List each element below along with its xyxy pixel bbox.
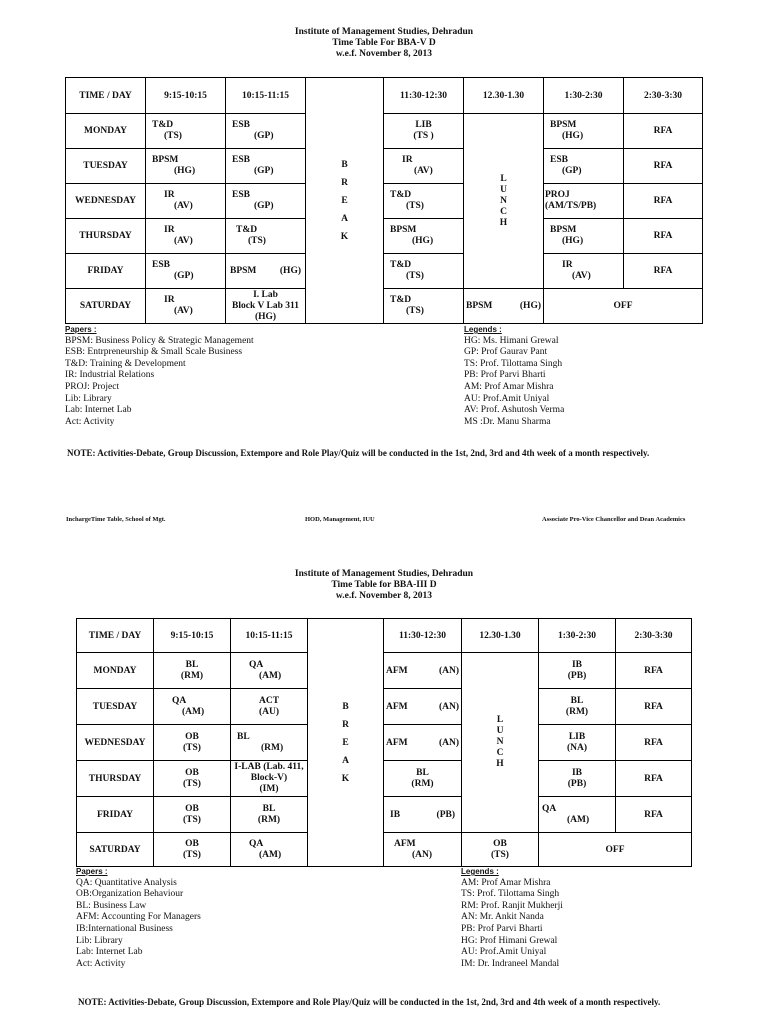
break-column: B R E A K	[308, 619, 384, 867]
signature-dean: Associate Pro-Vice Chancellor and Dean Academics	[542, 516, 686, 523]
class-cell: BL (RM)	[231, 725, 308, 761]
list-item: BPSM: Business Policy & Strategic Management	[65, 335, 254, 346]
list-item: RM: Prof. Ranjit Mukherji	[461, 900, 563, 911]
class-cell: IR (AV)	[146, 219, 226, 254]
class-cell: BPSM (HG)	[544, 219, 624, 254]
table-row	[77, 761, 692, 797]
list-item: QA: Quantitative Analysis	[76, 877, 177, 888]
list-item: OB:Organization Behaviour	[76, 889, 184, 900]
tt2-table	[76, 618, 692, 867]
class-cell: ACT (AU)	[231, 689, 308, 725]
time-day-header: TIME / DAY	[66, 78, 146, 114]
signature-hod: HOD, Management, IUU	[305, 516, 375, 523]
table-row	[77, 653, 692, 689]
class-cell: BL (RM)	[231, 797, 308, 833]
class-cell: BPSM (HG)	[146, 149, 226, 184]
list-item: ESB: Entrpreneurship & Small Scale Business	[65, 347, 243, 358]
slot-header: 11:30-12:30	[384, 78, 464, 114]
class-cell: I-LAB (Lab. 411, Block-V) (IM)	[231, 761, 308, 797]
lunch-column: L U N C H	[464, 114, 544, 289]
list-item: AV: Prof. Ashutosh Verma	[464, 405, 565, 416]
class-cell: RFA	[624, 114, 703, 149]
class-cell: IR (AV)	[146, 289, 226, 324]
tt2-header	[0, 569, 768, 602]
class-cell: BL (RM)	[384, 761, 462, 797]
class-cell: LIB (NA)	[539, 725, 616, 761]
class-cell: QA (AM)	[539, 797, 616, 833]
slot-header: 10:15-11:15	[226, 78, 306, 114]
class-cell: BPSM (HG)	[464, 289, 544, 324]
slot-header: 2:30-3:30	[624, 78, 703, 114]
list-item: Lib: Library	[65, 393, 112, 404]
tt2-header-row	[77, 619, 692, 653]
list-item: PB: Prof Parvi Bharti	[464, 370, 546, 381]
class-cell: QA (AM)	[154, 689, 231, 725]
slot-header: 10:15-11:15	[231, 619, 308, 653]
list-item: PROJ: Project	[65, 381, 120, 392]
list-item: AM: Prof Amar Mishra	[461, 877, 551, 888]
tt1-legends: Legends : HG: Ms. Himani Grewal GP: Prof Gaurav Pant TS: Prof. Tilottama Singh PB: Prof Parvi Bharti AM: Prof Amar Mishra AU: Prof.Amit Uniyal AV: Prof. Ashutosh Verma MS :Dr. Manu Sharma	[464, 325, 565, 427]
class-cell: RFA	[624, 254, 703, 289]
off-cell: OFF	[539, 833, 692, 867]
list-item: IR: Industrial Relations	[65, 370, 155, 381]
class-cell: RFA	[616, 725, 692, 761]
list-item: HG: Prof Himani Grewal	[461, 935, 558, 946]
class-cell: ESB (GP)	[226, 149, 306, 184]
table-row	[77, 689, 692, 725]
class-cell: RFA	[616, 653, 692, 689]
slot-header: 1:30-2:30	[539, 619, 616, 653]
day-label: THURSDAY	[66, 219, 146, 254]
break-column: B R E A K	[306, 78, 384, 324]
slot-header: 9:15-10:15	[154, 619, 231, 653]
class-cell: LIB (TS )	[384, 114, 464, 149]
tt1-papers: Papers : BPSM: Business Policy & Strategic Management ESB: Entrpreneurship & Small Scale Business T&D: Training & Development IR: Industrial Relations PROJ: Project Lib: Library Lab: Internet Lab Act: Activity	[65, 325, 254, 427]
slot-header: 1:30-2:30	[544, 78, 624, 114]
class-cell: BL (RM)	[154, 653, 231, 689]
day-label: FRIDAY	[77, 797, 154, 833]
class-cell: ESB (GP)	[226, 114, 306, 149]
list-item: Act: Activity	[65, 416, 115, 427]
tt1-header	[0, 27, 768, 60]
class-cell: OB (TS)	[154, 833, 231, 867]
tt2-papers: Papers : QA: Quantitative Analysis OB:Organization Behaviour BL: Business Law AFM: Accounting For Managers IB:International Business Lib: Library Lab: Internet Lab Act: Activity	[76, 867, 201, 969]
tt1-effective-date: w.e.f. November 8, 2013	[335, 49, 433, 59]
day-label: THURSDAY	[77, 761, 154, 797]
list-item: AU: Prof.Amit Uniyal	[461, 947, 547, 958]
list-item: AFM: Accounting For Managers	[76, 912, 201, 923]
tt1-table	[65, 77, 703, 324]
table-row	[77, 725, 692, 761]
table-row	[66, 219, 703, 254]
list-item: BL: Business Law	[76, 900, 147, 911]
tt1-header-row	[66, 78, 703, 114]
class-cell: OB (TS)	[462, 833, 539, 867]
list-item: IM: Dr. Indraneel Mandal	[461, 958, 560, 969]
class-cell: IR (AV)	[544, 254, 624, 289]
class-cell: T&D (TS)	[384, 289, 464, 324]
list-item: Lib: Library	[76, 935, 123, 946]
tt1-note: NOTE: Activities-Debate, Group Discussion, Extempore and Role Play/Quiz will be conducted in the 1st, 2nd, 3rd and 4th week of a month respectively.	[67, 448, 650, 458]
list-item: GP: Prof Gaurav Pant	[464, 347, 548, 358]
class-cell: AFM (AN)	[384, 725, 462, 761]
class-cell: T&D (TS)	[384, 184, 464, 219]
list-item: MS :Dr. Manu Sharma	[464, 416, 551, 427]
class-cell: ESB (GP)	[544, 149, 624, 184]
class-cell: T&D (TS)	[226, 219, 306, 254]
table-row	[66, 114, 703, 149]
class-cell: BPSM (HG)	[226, 254, 306, 289]
class-cell: ESB (GP)	[146, 254, 226, 289]
day-label: MONDAY	[66, 114, 146, 149]
tt1-title: Institute of Management Studies, Dehradun	[294, 27, 474, 37]
slot-header: 12.30-1.30	[462, 619, 539, 653]
tt2-title: Institute of Management Studies, Dehradun	[294, 569, 474, 579]
time-day-header: TIME / DAY	[77, 619, 154, 653]
table-row	[77, 833, 692, 867]
class-cell: QA (AM)	[231, 653, 308, 689]
class-cell: QA (AM)	[231, 833, 308, 867]
class-cell: IB (PB)	[539, 653, 616, 689]
list-item: AN: Mr. Ankit Nanda	[461, 912, 544, 923]
list-item: PB: Prof Parvi Bharti	[461, 923, 543, 934]
class-cell: BPSM (HG)	[384, 219, 464, 254]
class-cell: IR (AV)	[384, 149, 464, 184]
slot-header: 9:15-10:15	[146, 78, 226, 114]
list-item: TS: Prof. Tilottama Singh	[461, 889, 560, 900]
day-label: TUESDAY	[77, 689, 154, 725]
class-cell: RFA	[624, 149, 703, 184]
class-cell: IB (PB)	[384, 797, 462, 833]
tt2-effective-date: w.e.f. November 8, 2013	[335, 591, 433, 601]
class-cell: RFA	[616, 761, 692, 797]
class-cell: PROJ (AM/TS/PB)	[544, 184, 624, 219]
day-label: WEDNESDAY	[66, 184, 146, 219]
class-cell: T&D (TS)	[384, 254, 464, 289]
list-item: T&D: Training & Development	[65, 358, 186, 369]
day-label: SATURDAY	[66, 289, 146, 324]
class-cell: BPSM (HG)	[544, 114, 624, 149]
class-cell: OB (TS)	[154, 797, 231, 833]
class-cell: AFM (AN)	[384, 689, 462, 725]
lunch-column: L U N C H	[462, 653, 539, 833]
list-item: IB:International Business	[76, 923, 173, 934]
list-item: Lab: Internet Lab	[76, 947, 143, 958]
class-cell: IB (PB)	[539, 761, 616, 797]
slot-header: 12.30-1.30	[464, 78, 544, 114]
class-cell: IR (AV)	[146, 184, 226, 219]
day-label: TUESDAY	[66, 149, 146, 184]
day-label: SATURDAY	[77, 833, 154, 867]
slot-header: 11:30-12:30	[384, 619, 462, 653]
tt2-legends: Legends : AM: Prof Amar Mishra TS: Prof. Tilottama Singh RM: Prof. Ranjit Mukherji AN: Mr. Ankit Nanda PB: Prof Parvi Bharti HG: Prof Himani Grewal AU: Prof.Amit Uniyal IM: Dr. Indraneel Mandal	[461, 867, 563, 969]
list-item: HG: Ms. Himani Grewal	[464, 335, 559, 346]
table-row	[77, 797, 692, 833]
day-label: MONDAY	[77, 653, 154, 689]
table-row	[66, 149, 703, 184]
day-label: FRIDAY	[66, 254, 146, 289]
list-item: AM: Prof Amar Mishra	[464, 381, 554, 392]
tt2-subtitle: Time Table for BBA-III D	[331, 580, 437, 590]
class-cell: RFA	[616, 689, 692, 725]
tt1-subtitle: Time Table For BBA-V D	[332, 38, 436, 48]
list-item: TS: Prof. Tilottama Singh	[464, 358, 563, 369]
signature-incharge: InchargeTime Table, School of Mgt.	[66, 516, 166, 523]
class-cell: T&D (TS)	[146, 114, 226, 149]
day-label: WEDNESDAY	[77, 725, 154, 761]
class-cell: RFA	[624, 219, 703, 254]
class-cell: ESB (GP)	[226, 184, 306, 219]
table-row	[66, 289, 703, 324]
table-row	[66, 184, 703, 219]
class-cell: I. Lab Block V Lab 311 (HG)	[226, 289, 306, 324]
list-item: Act: Activity	[76, 958, 126, 969]
class-cell: RFA	[616, 797, 692, 833]
class-cell: RFA	[624, 184, 703, 219]
class-cell: OB (TS)	[154, 761, 231, 797]
class-cell: BL (RM)	[539, 689, 616, 725]
off-cell: OFF	[544, 289, 703, 324]
list-item: AU: Prof.Amit Uniyal	[464, 393, 550, 404]
table-row	[66, 254, 703, 289]
class-cell: AFM (AN)	[384, 833, 462, 867]
tt2-note: NOTE: Activities-Debate, Group Discussion, Extempore and Role Play/Quiz will be conducted in the 1st, 2nd, 3rd and 4th week of a month respectively.	[78, 997, 661, 1007]
class-cell: OB (TS)	[154, 725, 231, 761]
list-item: Lab: Internet Lab	[65, 405, 132, 416]
class-cell: AFM (AN)	[384, 653, 462, 689]
slot-header: 2:30-3:30	[616, 619, 692, 653]
